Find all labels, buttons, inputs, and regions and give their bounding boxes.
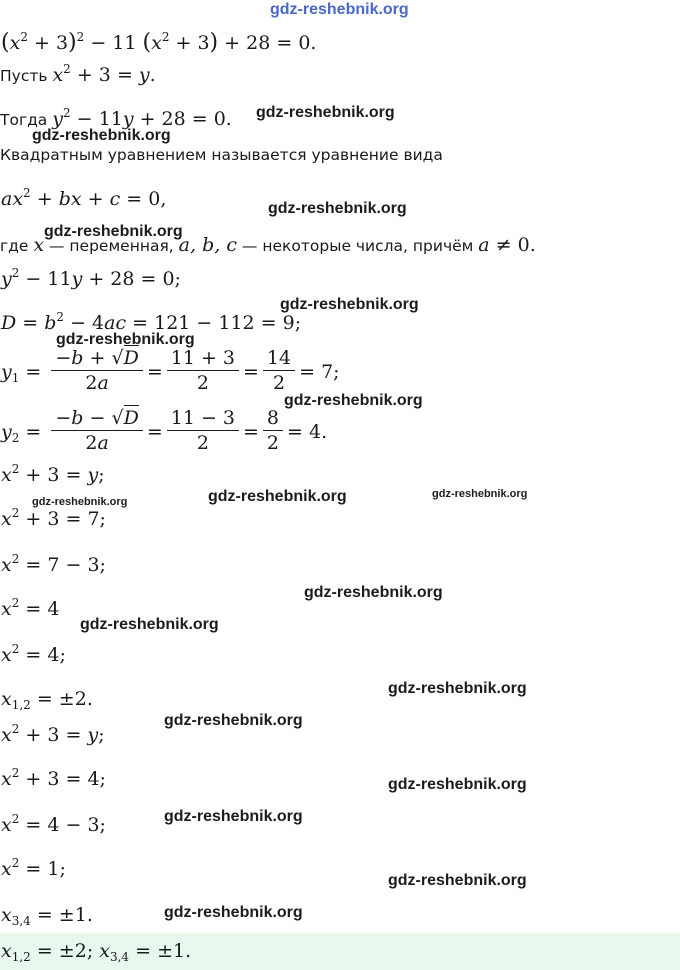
watermark: gdz-reshebnik.org bbox=[56, 331, 195, 348]
discriminant: $D = b^2 - 4ac = 121 - 112 = 9$; bbox=[1, 310, 302, 334]
substitution-line: Пусть $x^2 + 3 = y$. bbox=[0, 62, 156, 86]
watermark: gdz-reshebnik.org bbox=[388, 680, 527, 697]
watermark: gdz-reshebnik.org bbox=[432, 488, 528, 500]
back-sub-1-step: $x^2 = 7 - 3$; bbox=[1, 552, 106, 576]
watermark: gdz-reshebnik.org bbox=[164, 712, 303, 729]
watermark: gdz-reshebnik.org bbox=[164, 904, 303, 921]
back-sub-1: $x^2 + 3 = y$; bbox=[1, 462, 105, 486]
root-y1: $y_1$ = $\frac{-b + √D}{2a}$ = $\frac{11 + 3}{2}$ = $\frac{14}{2}$ = 7; bbox=[1, 347, 340, 394]
watermark: gdz-reshebnik.org bbox=[388, 872, 527, 889]
watermark: gdz-reshebnik.org bbox=[208, 488, 347, 505]
variable-word: — переменная, bbox=[49, 237, 174, 255]
watermark: gdz-reshebnik.org bbox=[32, 127, 171, 144]
watermark: gdz-reshebnik.org bbox=[388, 776, 527, 793]
final-answer: $x_{1,2} = \pm 2$; $x_{3,4} = \pm 1$. bbox=[1, 940, 192, 964]
watermark: gdz-reshebnik.org bbox=[304, 584, 443, 601]
roots-x34: $x_{3,4} = \pm 1$. bbox=[1, 904, 93, 928]
watermark: gdz-reshebnik.org bbox=[280, 296, 419, 313]
root-y2: $y_2$ = $\frac{-b - √D}{2a}$ = $\frac{11 - 3}{2}$ = $\frac{8}{2}$ = 4. bbox=[1, 407, 328, 454]
where-word: где bbox=[0, 237, 29, 255]
numbers-word: — некоторые числа, причём bbox=[241, 237, 474, 255]
watermark: gdz-reshebnik.org bbox=[268, 200, 407, 217]
where-line: где x — переменная, a, b, c — некоторые числа, причём a ≠ 0. bbox=[0, 234, 536, 256]
back-sub-2-step: $x^2 = 4 - 3$; bbox=[1, 812, 106, 836]
back-sub-1-value: $x^2 + 3 = 7$; bbox=[1, 506, 106, 530]
watermark: gdz-reshebnik.org bbox=[164, 808, 303, 825]
back-sub-1-result: $x^2 = 4$ bbox=[1, 596, 60, 620]
then-word: Тогда bbox=[0, 111, 48, 129]
equation-original: $(x^2 + 3)^2 - 11$ $(x^2 + 3) + 28 = 0$. bbox=[1, 30, 317, 55]
definition-text: Квадратным уравнением называется уравнение вида bbox=[0, 146, 443, 164]
watermark-top: gdz-reshebnik.org bbox=[270, 1, 409, 18]
back-sub-2-value: $x^2 + 3 = 4$; bbox=[1, 766, 106, 790]
watermark: gdz-reshebnik.org bbox=[80, 616, 219, 633]
then-line: Тогда $y^2 - 11y + 28 = 0$. bbox=[0, 106, 232, 130]
general-form: $ax^2$ + bx + c = 0, bbox=[1, 186, 167, 210]
watermark: gdz-reshebnik.org bbox=[256, 104, 395, 121]
watermark: gdz-reshebnik.org bbox=[44, 223, 183, 240]
roots-x12: $x_{1,2} = \pm 2$. bbox=[1, 688, 93, 712]
back-sub-2: $x^2 + 3 = y$; bbox=[1, 722, 105, 746]
watermark: gdz-reshebnik.org bbox=[284, 392, 423, 409]
back-sub-2-result: $x^2 = 1$; bbox=[1, 856, 66, 880]
equation-y: $y^2 - 11y + 28 = 0$; bbox=[1, 266, 181, 290]
let-word: Пусть bbox=[0, 67, 48, 85]
back-sub-1-result-repeat: $x^2 = 4$; bbox=[1, 642, 66, 666]
watermark: gdz-reshebnik.org bbox=[32, 496, 128, 508]
